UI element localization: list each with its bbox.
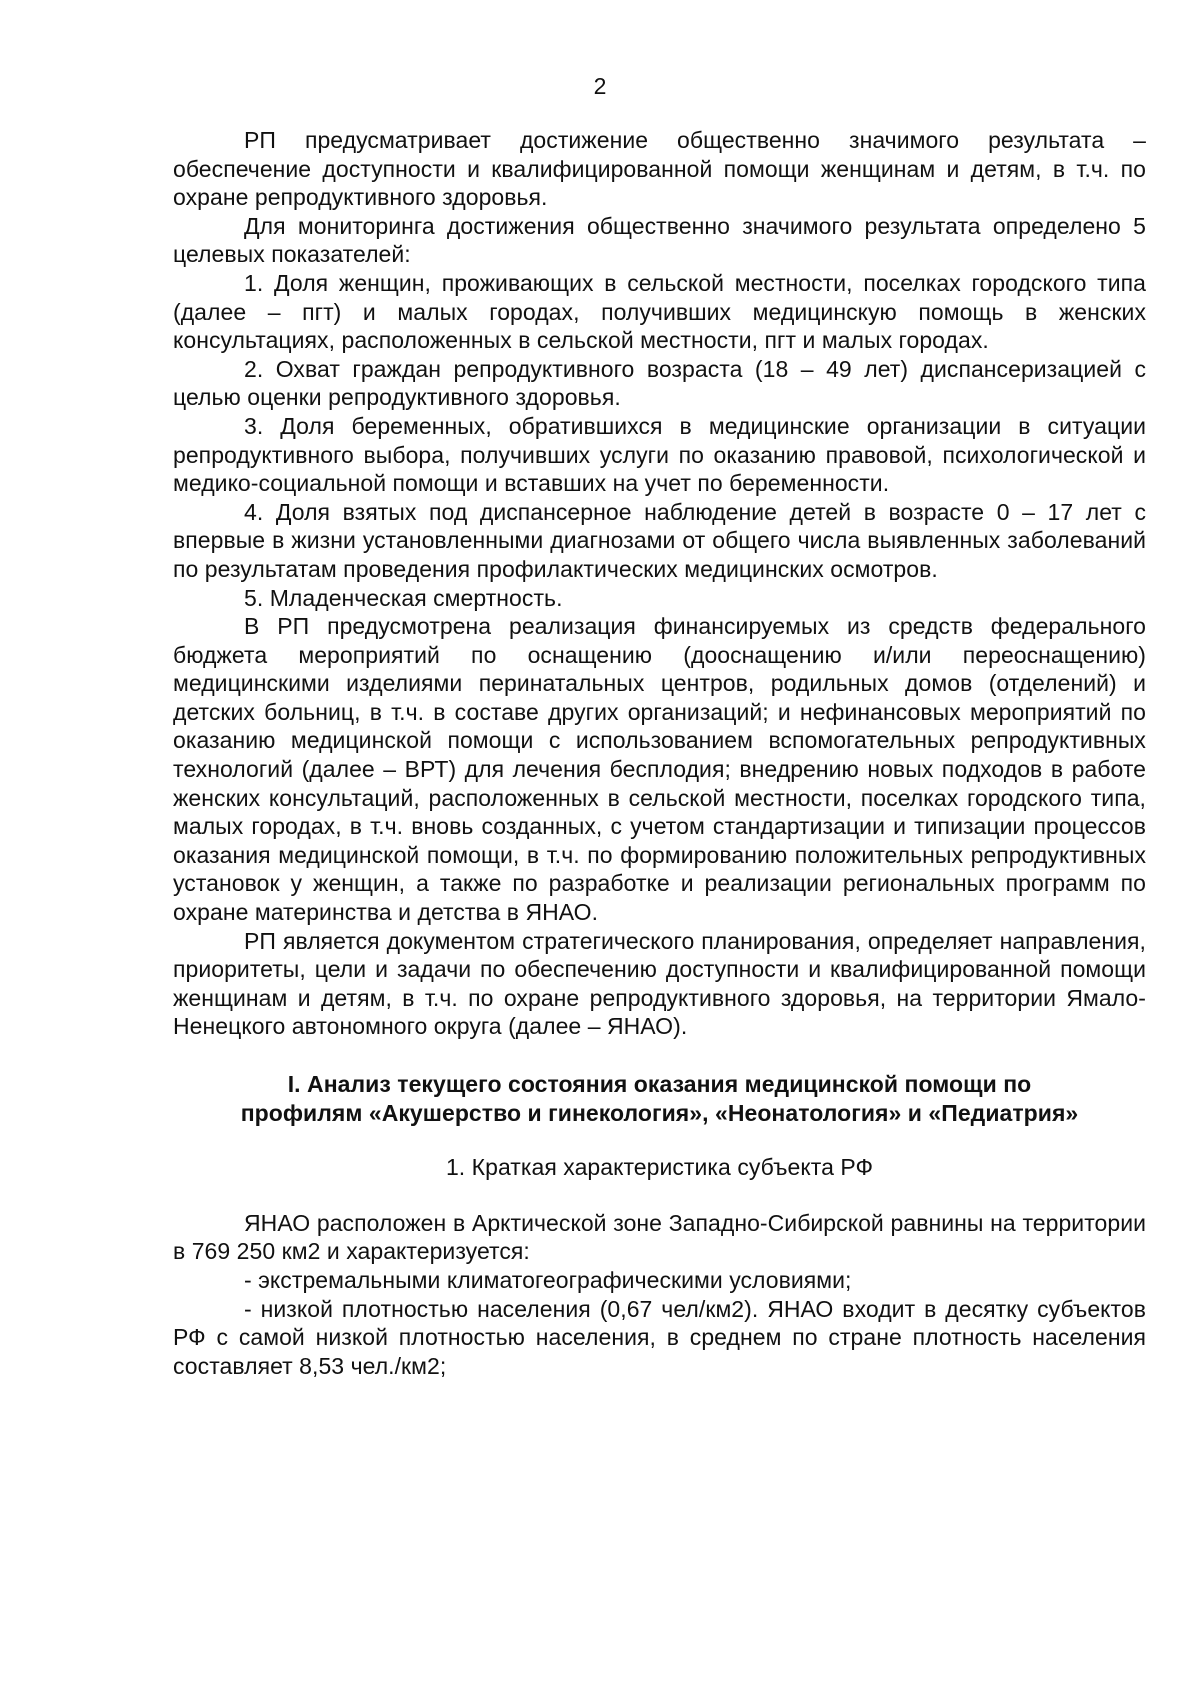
indicator-item: 4. Доля взятых под диспансерное наблюдение детей в возрасте 0 – 17 лет с впервые в жизни установленными диагнозами от общего числа выявленных заболеваний по результатам проведения профилактических медицинских осмотров. — [173, 498, 1146, 582]
subsection-heading: 1. Краткая характеристика субъекта РФ — [445, 1154, 874, 1181]
paragraph: Для мониторинга достижения общественно значимого результата определено 5 целевых показателей: — [173, 212, 1146, 268]
section-heading-line: I. Анализ текущего состояния оказания медицинской помощи по — [287, 1071, 1032, 1097]
indicator-item: 1. Доля женщин, проживающих в сельской местности, поселках городского типа (далее – пгт) и малых городах, получивших медицинскую помощь в женских консультациях, расположенных в сельской местности, пгт и малых городах. — [173, 269, 1146, 354]
indicator-item: 2. Охват граждан репродуктивного возраста (18 – 49 лет) диспансеризацией с целью оценки репродуктивного здоровья. — [173, 355, 1146, 411]
page-number: 2 — [593, 73, 607, 99]
paragraph: ЯНАО расположен в Арктической зоне Западно-Сибирской равнины на территории в 769 250 км2 и характеризуется: — [173, 1209, 1146, 1265]
document-body — [173, 126, 1146, 1380]
list-item: - низкой плотностью населения (0,67 чел/км2). ЯНАО входит в десятку субъектов РФ с самой низкой плотностью населения, в среднем по стране плотность населения составляет 8,53 чел./км2; — [173, 1295, 1146, 1379]
paragraph: В РП предусмотрена реализация финансируемых из средств федерального бюджета мероприятий по оснащению (дооснащению и/или переоснащению) медицинскими изделиями перинатальных центров, родильных домов (отделений) и детских больниц, в т.ч. в составе других организаций; и нефинансовых мероприятий по оказанию медицинской помощи с использованием вспомогательных репродуктивных технологий (далее – ВРТ) для лечения бесплодия; внедрению новых подходов в работе женских консультаций, расположенных в сельской местности, поселках городского типа, малых городах, в т.ч. вновь созданных, с учетом стандартизации и типизации процессов оказания медицинской помощи, в т.ч. по формированию положительных репродуктивных установок у женщин, а также по разработке и реализации региональных программ по охране материнства и детства в ЯНАО. — [173, 613, 1146, 926]
list-item: - экстремальными климатогеографическими условиями; — [244, 1266, 852, 1293]
paragraph: РП предусматривает достижение общественно значимого результата – обеспечение доступности и квалифицированной помощи женщинам и детям, в т.ч. по охране репродуктивного здоровья. — [173, 127, 1146, 211]
section-heading — [173, 1070, 1146, 1127]
indicator-item: 5. Младенческая смертность. — [244, 584, 563, 611]
paragraph: РП является документом стратегического планирования, определяет направления, приоритеты, цели и задачи по обеспечению доступности и квалифицированной помощи женщинам и детям, в т.ч. по охране репродуктивного здоровья, на территории Ямало-Ненецкого автономного округа (далее – ЯНАО). — [173, 927, 1146, 1040]
section-heading-line: профилям «Акушерство и гинекология», «Неонатология» и «Педиатрия» — [240, 1099, 1079, 1126]
indicator-item: 3. Доля беременных, обратившихся в медицинские организации в ситуации репродуктивного выбора, получивших услуги по оказанию правовой, психологической и медико-социальной помощи и вставших на учет по беременности. — [173, 412, 1146, 497]
